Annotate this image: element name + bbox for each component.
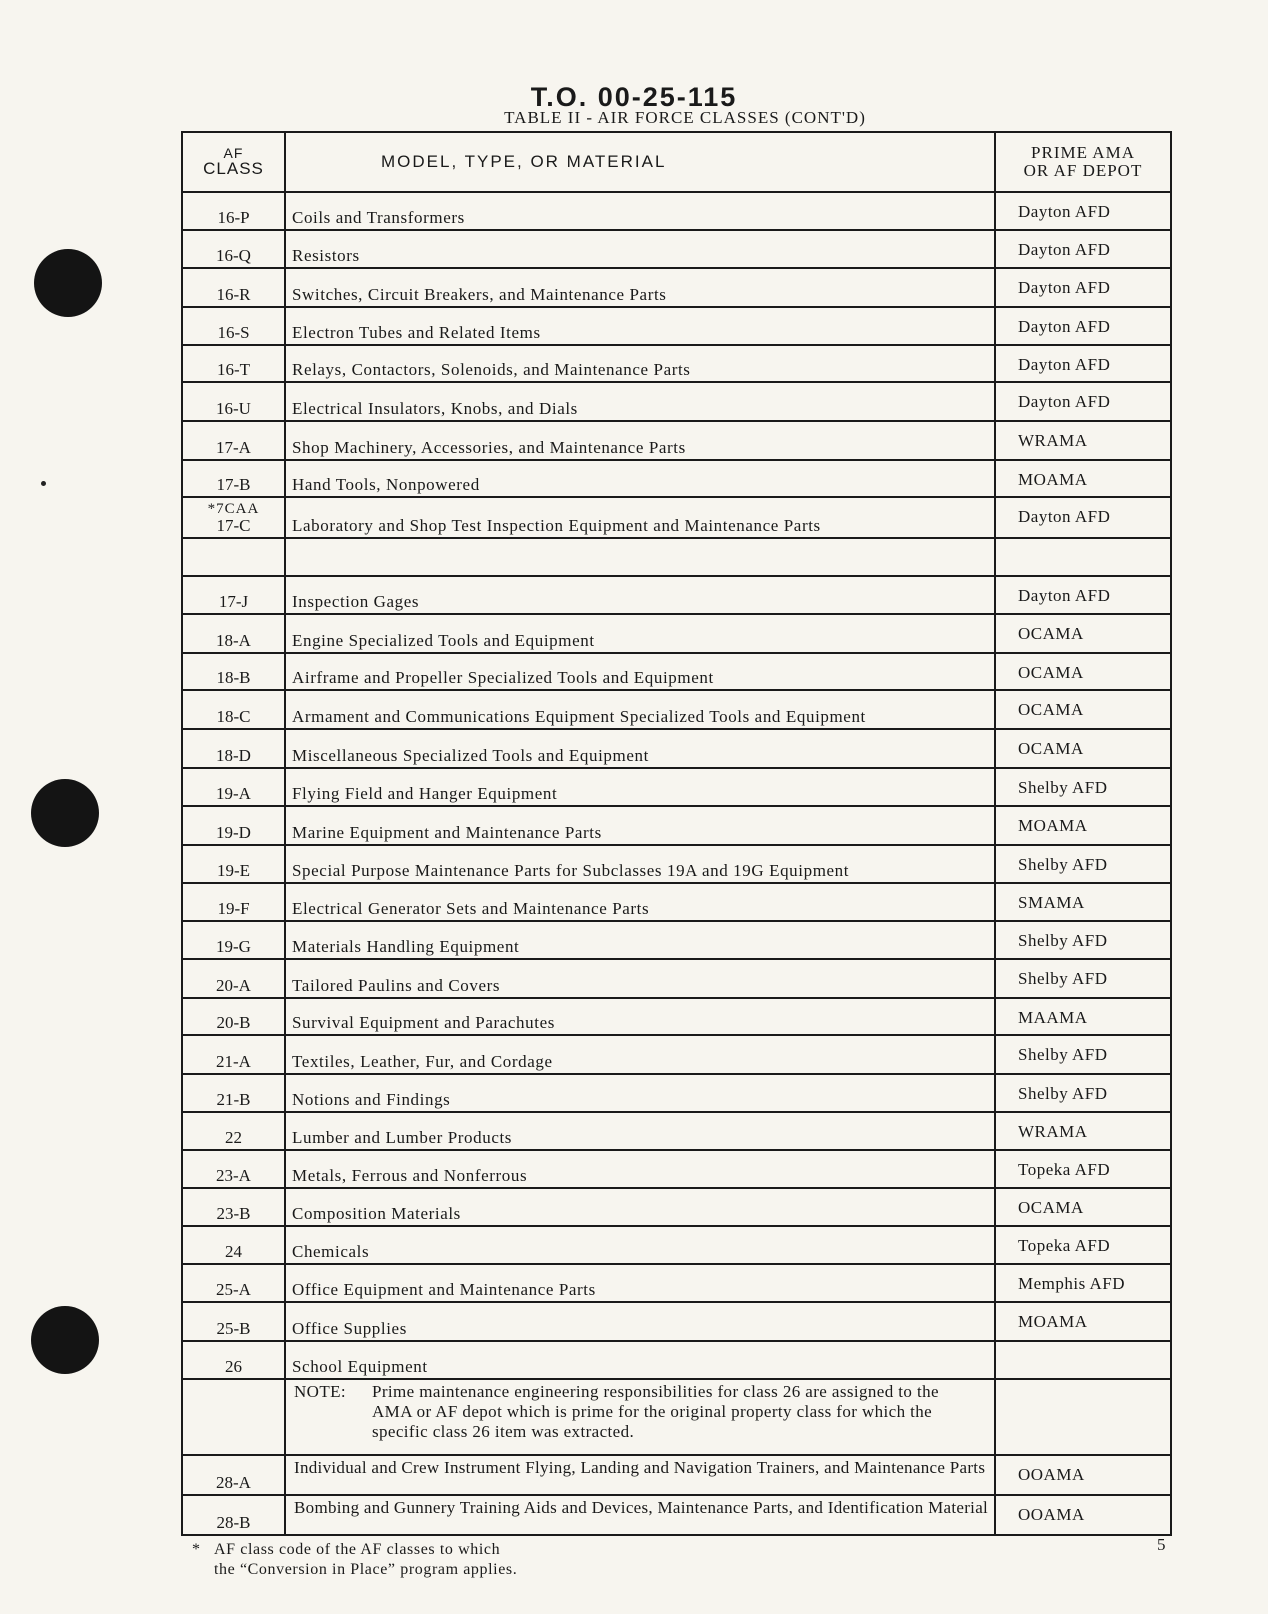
class-cell — [182, 1150, 285, 1188]
paper-speck — [41, 481, 46, 486]
depot-cell: Dayton AFD — [995, 307, 1171, 345]
description-cell: Composition Materials — [285, 1188, 995, 1226]
table-row — [182, 845, 1171, 883]
table-row — [182, 998, 1171, 1036]
class-code: 16-P — [217, 207, 250, 227]
class-cell — [182, 382, 285, 421]
depot-cell: Shelby AFD — [995, 1074, 1171, 1112]
class-cell — [182, 1302, 285, 1341]
page-number: 5 — [1157, 1535, 1166, 1554]
class-code: 19-A — [216, 784, 251, 804]
description-cell — [285, 538, 995, 576]
table-row — [182, 768, 1171, 807]
class-cell — [182, 307, 285, 345]
description-cell: Shop Machinery, Accessories, and Maintenance Parts — [285, 421, 995, 460]
table-row — [182, 421, 1171, 460]
table-row — [182, 268, 1171, 307]
depot-cell: Dayton AFD — [995, 345, 1171, 383]
table-row — [182, 230, 1171, 269]
depot-cell: Dayton AFD — [995, 268, 1171, 307]
class-code: 16-U — [216, 398, 251, 418]
class-code: 20-A — [216, 975, 251, 995]
class-code: 18-B — [216, 668, 251, 688]
depot-cell: Dayton AFD — [995, 497, 1171, 538]
table-header-row — [182, 132, 1171, 192]
depot-cell: MAAMA — [995, 998, 1171, 1036]
table-row — [182, 1302, 1171, 1341]
depot-cell: OCAMA — [995, 614, 1171, 653]
class-code: 19-G — [216, 937, 251, 957]
class-cell — [182, 653, 285, 691]
class-cell — [182, 883, 285, 922]
class-code: 25-A — [216, 1279, 251, 1299]
class-cell: 28-A — [182, 1455, 285, 1495]
class-cell — [182, 690, 285, 729]
description-cell: Laboratory and Shop Test Inspection Equipment and Maintenance Parts — [285, 497, 995, 538]
col-header-class-top: AF — [223, 145, 244, 161]
depot-cell: Shelby AFD — [995, 768, 1171, 807]
description-cell: Airframe and Propeller Specialized Tools and Equipment — [285, 653, 995, 691]
class-cell — [182, 497, 285, 538]
note-row — [182, 1379, 1171, 1455]
description-cell: Hand Tools, Nonpowered — [285, 460, 995, 498]
depot-cell: OOAMA — [995, 1455, 1171, 1495]
depot-cell: OCAMA — [995, 690, 1171, 729]
class-code: 20-B — [216, 1013, 251, 1033]
description-cell: Electron Tubes and Related Items — [285, 307, 995, 345]
description-cell: Survival Equipment and Parachutes — [285, 998, 995, 1036]
depot-cell: SMAMA — [995, 883, 1171, 922]
table-row — [182, 1455, 1171, 1495]
table-row — [182, 1074, 1171, 1112]
class-code: 18-D — [216, 745, 251, 765]
table-body — [182, 192, 1171, 1535]
table-row — [182, 497, 1171, 538]
description-cell: School Equipment — [285, 1341, 995, 1380]
description-cell: Electrical Generator Sets and Maintenance Parts — [285, 883, 995, 922]
class-cell — [182, 959, 285, 998]
table-row — [182, 1495, 1171, 1535]
description-cell: Textiles, Leather, Fur, and Cordage — [285, 1035, 995, 1074]
depot-cell: Dayton AFD — [995, 576, 1171, 615]
class-cell-empty — [182, 1379, 285, 1455]
table-row — [182, 614, 1171, 653]
description-cell: Special Purpose Maintenance Parts for Subclasses 19A and 19G Equipment — [285, 845, 995, 883]
class-cell — [182, 768, 285, 807]
description-cell: Materials Handling Equipment — [285, 921, 995, 959]
col-header-model: MODEL, TYPE, OR MATERIAL — [285, 132, 995, 192]
table-row — [182, 1188, 1171, 1226]
col-header-class — [182, 132, 285, 192]
air-force-classes-table — [181, 131, 1172, 1536]
description-cell: Metals, Ferrous and Nonferrous — [285, 1150, 995, 1188]
class-cell — [182, 460, 285, 498]
class-code: 24 — [225, 1242, 242, 1262]
class-cell — [182, 806, 285, 845]
note-cell — [285, 1379, 995, 1455]
class-code: 17-J — [218, 592, 249, 612]
description-cell: Tailored Paulins and Covers — [285, 959, 995, 998]
table-row — [182, 959, 1171, 998]
depot-cell: OCAMA — [995, 729, 1171, 768]
class-code: 18-C — [216, 707, 251, 727]
table-row — [182, 729, 1171, 768]
table-row — [182, 345, 1171, 383]
table-row — [182, 1150, 1171, 1188]
note-text: Prime maintenance engineering responsibilities for class 26 are assigned to the AMA or AF depot which is prime for the original property class for which the specific class 26 item was extracted. — [372, 1382, 939, 1442]
class-cell — [182, 1074, 285, 1112]
depot-cell: Shelby AFD — [995, 921, 1171, 959]
depot-cell: Topeka AFD — [995, 1226, 1171, 1265]
class-cell — [182, 1341, 285, 1380]
depot-cell: Dayton AFD — [995, 382, 1171, 421]
depot-cell: MOAMA — [995, 460, 1171, 498]
col-header-depot-line1: PRIME AMA — [1031, 143, 1135, 162]
class-cell — [182, 268, 285, 307]
class-code: 18-A — [216, 630, 251, 650]
depot-cell: OCAMA — [995, 653, 1171, 691]
class-code: 23-A — [216, 1165, 251, 1185]
table-title: TABLE II - AIR FORCE CLASSES (CONT'D) — [504, 108, 866, 127]
class-code: 22 — [225, 1128, 242, 1148]
class-code: 26 — [225, 1357, 242, 1377]
class-cell — [182, 729, 285, 768]
table-row — [182, 883, 1171, 922]
depot-cell: Shelby AFD — [995, 1035, 1171, 1074]
class-code: 21-A — [216, 1051, 251, 1071]
class-code: 17-C — [216, 515, 251, 535]
class-cell: 28-B — [182, 1495, 285, 1535]
class-code: 19-F — [217, 899, 250, 919]
footnote-line1: AF class code of the AF classes to which — [214, 1541, 501, 1558]
table-row — [182, 307, 1171, 345]
depot-cell: Shelby AFD — [995, 959, 1171, 998]
class-code: 19-E — [216, 860, 251, 880]
table-row — [182, 806, 1171, 845]
table-row — [182, 576, 1171, 615]
class-code: 19-D — [216, 823, 251, 843]
description-cell: Notions and Findings — [285, 1074, 995, 1112]
table-row — [182, 690, 1171, 729]
class-cell — [182, 1226, 285, 1265]
description-cell: Relays, Contactors, Solenoids, and Maintenance Parts — [285, 345, 995, 383]
depot-cell: Topeka AFD — [995, 1150, 1171, 1188]
table-row — [182, 653, 1171, 691]
description-cell: Bombing and Gunnery Training Aids and Devices, Maintenance Parts, and Identification Material — [285, 1495, 995, 1535]
class-cell — [182, 614, 285, 653]
depot-cell: MOAMA — [995, 806, 1171, 845]
description-cell: Individual and Crew Instrument Flying, Landing and Navigation Trainers, and Maintenance Parts — [285, 1455, 995, 1495]
conversion-mark: *7CAA — [207, 500, 260, 517]
class-cell — [182, 192, 285, 230]
depot-cell: Dayton AFD — [995, 230, 1171, 269]
footnote-star: * — [192, 1541, 201, 1558]
class-cell — [182, 421, 285, 460]
depot-cell: WRAMA — [995, 1112, 1171, 1151]
depot-cell: OOAMA — [995, 1495, 1171, 1535]
document-number: T.O. 00-25-115 — [530, 82, 738, 112]
footnote — [192, 1540, 517, 1580]
binder-hole-top — [34, 249, 102, 317]
col-header-class-bottom: CLASS — [203, 159, 264, 178]
description-cell: Miscellaneous Specialized Tools and Equipment — [285, 729, 995, 768]
class-cell — [182, 1188, 285, 1226]
class-code: 16-R — [216, 284, 251, 304]
table-row — [182, 382, 1171, 421]
description-cell: Office Equipment and Maintenance Parts — [285, 1264, 995, 1302]
class-cell — [182, 1112, 285, 1151]
binder-hole-middle — [31, 779, 99, 847]
class-code: 17-A — [216, 437, 251, 457]
class-code: 21-B — [216, 1089, 251, 1109]
binder-hole-bottom — [31, 1306, 99, 1374]
footnote-line2: the “Conversion in Place” program applies. — [214, 1561, 518, 1578]
table-row — [182, 460, 1171, 498]
depot-cell: Memphis AFD — [995, 1264, 1171, 1302]
description-cell: Armament and Communications Equipment Specialized Tools and Equipment — [285, 690, 995, 729]
table-row — [182, 1264, 1171, 1302]
description-cell: Inspection Gages — [285, 576, 995, 615]
class-cell — [182, 576, 285, 615]
depot-cell — [995, 1341, 1171, 1380]
class-cell — [182, 921, 285, 959]
table-row — [182, 192, 1171, 230]
col-header-depot-line2: OR AF DEPOT — [1023, 161, 1143, 180]
class-code: 17-B — [216, 475, 251, 495]
description-cell: Marine Equipment and Maintenance Parts — [285, 806, 995, 845]
description-cell: Flying Field and Hanger Equipment — [285, 768, 995, 807]
depot-cell: Dayton AFD — [995, 192, 1171, 230]
class-code: 25-B — [216, 1318, 251, 1338]
class-cell — [182, 998, 285, 1036]
class-cell — [182, 1264, 285, 1302]
description-cell: Coils and Transformers — [285, 192, 995, 230]
note-label: NOTE: — [294, 1382, 347, 1402]
class-code: 23-B — [216, 1203, 251, 1223]
class-code: 16-S — [217, 322, 250, 342]
depot-cell — [995, 538, 1171, 576]
class-cell — [182, 538, 285, 576]
table-row — [182, 1341, 1171, 1380]
depot-cell: WRAMA — [995, 421, 1171, 460]
class-cell — [182, 845, 285, 883]
depot-cell: OCAMA — [995, 1188, 1171, 1226]
class-cell — [182, 345, 285, 383]
description-cell: Resistors — [285, 230, 995, 269]
description-cell: Chemicals — [285, 1226, 995, 1265]
class-code: 16-Q — [216, 246, 251, 266]
table-row — [182, 1226, 1171, 1265]
depot-cell-empty — [995, 1379, 1171, 1455]
description-cell: Engine Specialized Tools and Equipment — [285, 614, 995, 653]
class-code: 16-T — [216, 360, 251, 380]
class-cell — [182, 230, 285, 269]
depot-cell: Shelby AFD — [995, 845, 1171, 883]
col-header-depot — [995, 132, 1171, 192]
class-cell — [182, 1035, 285, 1074]
description-cell: Office Supplies — [285, 1302, 995, 1341]
description-cell: Switches, Circuit Breakers, and Maintenance Parts — [285, 268, 995, 307]
description-cell: Lumber and Lumber Products — [285, 1112, 995, 1151]
table-row — [182, 538, 1171, 576]
table-row — [182, 1112, 1171, 1151]
table-row — [182, 921, 1171, 959]
description-cell: Electrical Insulators, Knobs, and Dials — [285, 382, 995, 421]
table-row — [182, 1035, 1171, 1074]
depot-cell: MOAMA — [995, 1302, 1171, 1341]
